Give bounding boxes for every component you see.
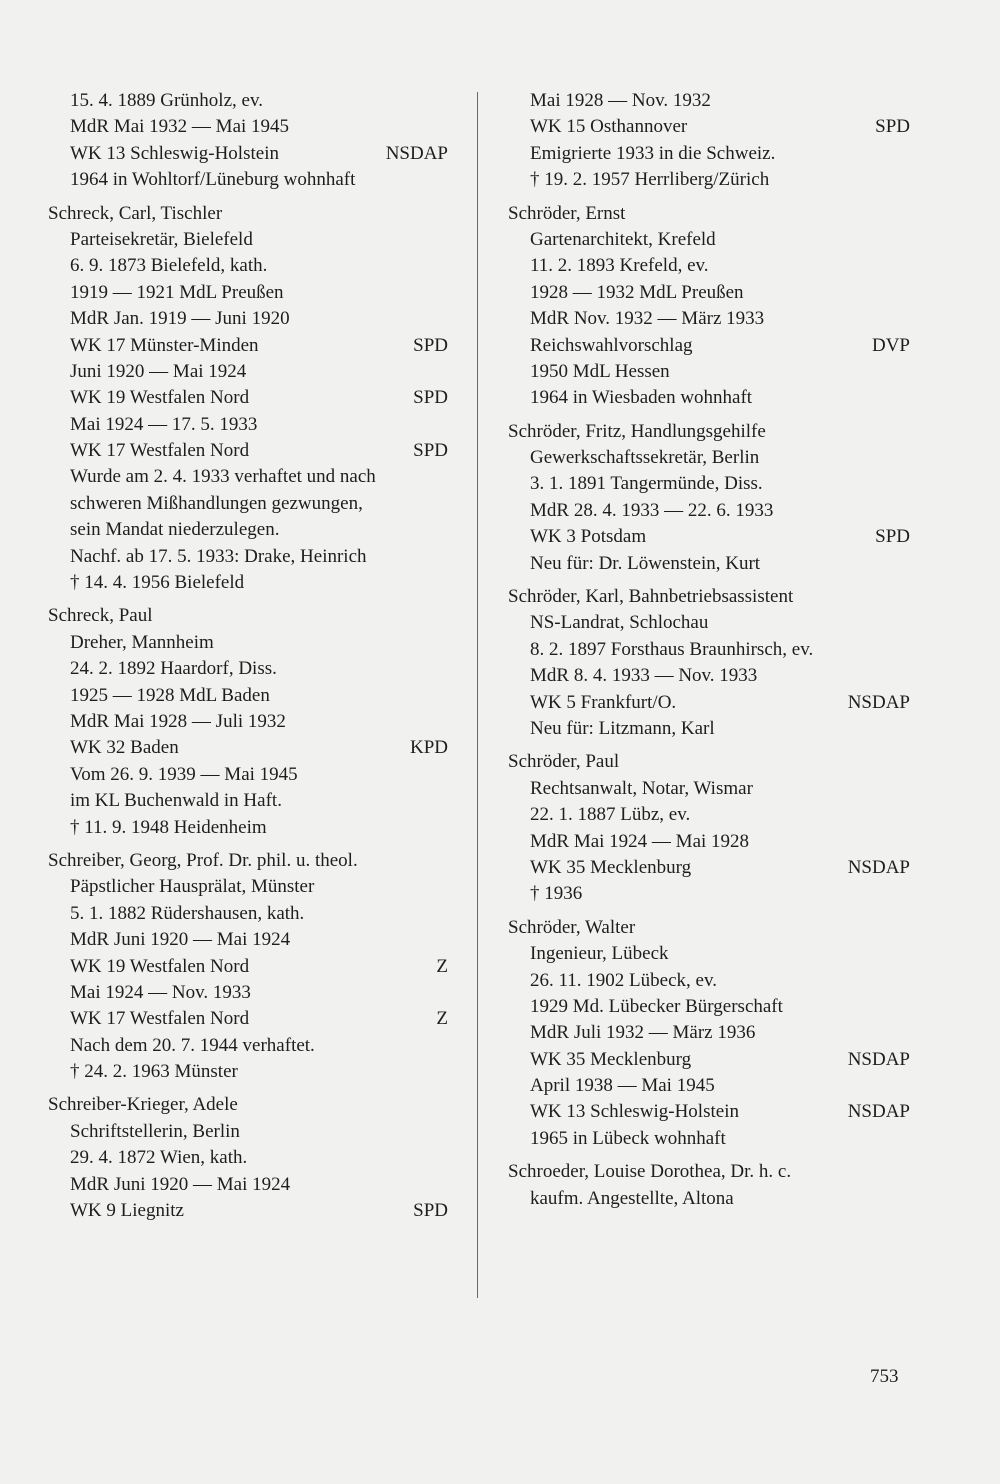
line-text: 15. 4. 1889 Grünholz, ev.	[70, 90, 263, 111]
entry-detail-line	[508, 227, 910, 253]
line-text: Nach dem 20. 7. 1944 verhaftet.	[70, 1034, 315, 1056]
line-text: Rechtsanwalt, Notar, Wismar	[530, 777, 753, 799]
line-text: WK 13 Schleswig-Holstein	[70, 142, 279, 164]
entry-name-line	[508, 1159, 910, 1185]
line-text: 22. 1. 1887 Lübz, ev.	[530, 804, 691, 826]
line-text: 8. 2. 1897 Forsthaus Braunhirsch, ev.	[530, 638, 814, 660]
line-text: 1964 in Wiesbaden wohnhaft	[530, 387, 753, 409]
line-text: Schröder, Fritz, Handlungsgehilfe	[508, 420, 766, 442]
line-text: WK 35 Mecklenburg	[530, 856, 692, 878]
party-label: SPD	[413, 440, 448, 462]
entry-detail-line	[48, 1006, 448, 1032]
party-label: NSDAP	[847, 691, 910, 713]
line-text: Päpstlicher Hausprälat, Münster	[70, 876, 315, 898]
line-text: Gewerkschaftssekretär, Berlin	[530, 447, 760, 469]
entry-detail-line	[48, 1033, 448, 1059]
line-text: WK 19 Westfalen Nord	[70, 955, 250, 977]
entry-detail-line	[508, 445, 910, 471]
line-text: Mai 1928 — Nov. 1932	[530, 90, 711, 111]
line-text: Schreiber, Georg, Prof. Dr. phil. u. theol.	[48, 849, 358, 871]
line-text: Dreher, Mannheim	[70, 631, 214, 653]
entry-detail-line	[48, 570, 448, 596]
entry-detail-line	[48, 1119, 448, 1145]
line-text: MdR Mai 1924 — Mai 1928	[530, 830, 750, 852]
party-label: NSDAP	[847, 1048, 910, 1070]
line-text: MdR 8. 4. 1933 — Nov. 1933	[530, 665, 758, 687]
line-text: WK 13 Schleswig-Holstein	[530, 1101, 739, 1123]
line-text: Ingenieur, Lübeck	[530, 943, 669, 965]
line-text: Vom 26. 9. 1939 — Mai 1945	[70, 763, 298, 785]
line-text: † 24. 2. 1963 Münster	[70, 1061, 238, 1083]
entry-detail-line	[48, 630, 448, 656]
line-text: WK 35 Mecklenburg	[530, 1048, 692, 1070]
line-text: † 11. 9. 1948 Heidenheim	[70, 816, 267, 838]
line-text: WK 3 Potsdam	[530, 526, 647, 548]
biography-entry	[508, 88, 910, 194]
entry-name-line	[508, 584, 910, 610]
entry-detail-line	[508, 306, 910, 332]
line-text: NS-Landrat, Schlochau	[530, 612, 709, 634]
line-text: Mai 1924 — Nov. 1933	[70, 981, 251, 1003]
party-label: SPD	[875, 526, 910, 548]
line-text: Schröder, Paul	[508, 751, 620, 773]
entry-detail-line	[508, 637, 910, 663]
entry-detail-line	[48, 253, 448, 279]
entry-detail-line	[48, 88, 448, 114]
entry-detail-line	[508, 829, 910, 855]
entry-detail-line	[48, 735, 448, 761]
entry-name-line	[48, 201, 448, 227]
party-label: SPD	[875, 116, 910, 138]
entry-detail-line	[48, 306, 448, 332]
line-text: Schreiber-Krieger, Adele	[48, 1094, 238, 1116]
biography-entry	[48, 848, 448, 1086]
entry-detail-line	[508, 610, 910, 636]
line-text: WK 19 Westfalen Nord	[70, 387, 250, 409]
entry-name-line	[508, 749, 910, 775]
entry-detail-line	[508, 855, 910, 881]
line-text: Neu für: Litzmann, Karl	[530, 717, 715, 739]
line-text: Schröder, Walter	[508, 916, 636, 938]
line-text: 6. 9. 1873 Bielefeld, kath.	[70, 255, 268, 277]
entry-detail-line	[48, 517, 448, 543]
entry-name-line	[48, 848, 448, 874]
biography-entry	[508, 584, 910, 742]
entry-detail-line	[48, 464, 448, 490]
biography-entry	[48, 603, 448, 841]
entry-detail-line	[48, 874, 448, 900]
entry-detail-line	[48, 544, 448, 570]
entry-detail-line	[48, 491, 448, 517]
biography-entry	[508, 201, 910, 412]
line-text: MdR Jan. 1919 — Juni 1920	[70, 308, 290, 330]
entry-detail-line	[48, 901, 448, 927]
line-text: MdR Juni 1920 — Mai 1924	[70, 929, 291, 951]
entry-detail-line	[48, 412, 448, 438]
entry-detail-line	[508, 167, 910, 193]
line-text: April 1938 — Mai 1945	[530, 1075, 715, 1097]
entry-detail-line	[48, 438, 448, 464]
entry-name-line	[508, 915, 910, 941]
entry-detail-line	[508, 716, 910, 742]
entry-detail-line	[508, 802, 910, 828]
entry-detail-line	[48, 762, 448, 788]
entry-detail-line	[48, 656, 448, 682]
entry-detail-line	[508, 114, 910, 140]
line-text: Reichswahlvorschlag	[530, 334, 693, 356]
entry-detail-line	[508, 498, 910, 524]
entry-detail-line	[508, 690, 910, 716]
line-text: 1950 MdL Hessen	[530, 360, 670, 382]
line-text: Wurde am 2. 4. 1933 verhaftet und nach	[70, 466, 376, 488]
line-text: kaufm. Angestellte, Altona	[530, 1187, 734, 1209]
line-text: 1964 in Wohltorf/Lüneburg wohnhaft	[70, 169, 356, 191]
line-text: Gartenarchitekt, Krefeld	[530, 228, 716, 250]
line-text: 24. 2. 1892 Haardorf, Diss.	[70, 658, 277, 680]
line-text: Schröder, Ernst	[508, 202, 626, 224]
entry-detail-line	[48, 927, 448, 953]
line-text: 29. 4. 1872 Wien, kath.	[70, 1147, 248, 1169]
entry-name-line	[48, 603, 448, 629]
entry-detail-line	[48, 1198, 448, 1224]
line-text: 1919 — 1921 MdL Preußen	[70, 281, 284, 303]
party-label: SPD	[413, 387, 448, 409]
entry-detail-line	[508, 359, 910, 385]
line-text: Schroeder, Louise Dorothea, Dr. h. c.	[508, 1161, 792, 1183]
entry-detail-line	[48, 1172, 448, 1198]
party-label: SPD	[413, 334, 448, 356]
entry-detail-line	[48, 980, 448, 1006]
party-label: KPD	[409, 737, 448, 759]
line-text: † 19. 2. 1957 Herrliberg/Zürich	[530, 169, 770, 191]
line-text: WK 15 Osthannover	[530, 116, 688, 138]
line-text: sein Mandat niederzulegen.	[70, 519, 280, 541]
right-column	[508, 88, 910, 1219]
entry-detail-line	[508, 280, 910, 306]
party-label: NSDAP	[847, 856, 910, 878]
line-text: Schröder, Karl, Bahnbetriebsassistent	[508, 586, 794, 608]
entry-detail-line	[508, 471, 910, 497]
entry-detail-line	[48, 788, 448, 814]
entry-detail-line	[508, 941, 910, 967]
entry-detail-line	[508, 1126, 910, 1152]
party-label: NSDAP	[385, 142, 448, 164]
entry-detail-line	[48, 1145, 448, 1171]
entry-detail-line	[48, 227, 448, 253]
entry-name-line	[508, 419, 910, 445]
entry-detail-line	[508, 1073, 910, 1099]
entry-detail-line	[48, 333, 448, 359]
line-text: 1928 — 1932 MdL Preußen	[530, 281, 744, 303]
line-text: WK 9 Liegnitz	[70, 1200, 184, 1222]
line-text: 1929 Md. Lübecker Bürgerschaft	[530, 995, 783, 1017]
entry-name-line	[508, 201, 910, 227]
line-text: WK 32 Baden	[70, 737, 179, 759]
line-text: MdR 28. 4. 1933 — 22. 6. 1933	[530, 499, 774, 521]
entry-detail-line	[508, 1099, 910, 1125]
line-text: † 14. 4. 1956 Bielefeld	[70, 572, 245, 594]
line-text: Mai 1924 — 17. 5. 1933	[70, 413, 258, 435]
line-text: Parteisekretär, Bielefeld	[70, 228, 253, 250]
entry-detail-line	[508, 663, 910, 689]
line-text: im KL Buchenwald in Haft.	[70, 790, 282, 812]
line-text: MdR Mai 1928 — Juli 1932	[70, 710, 286, 732]
entry-detail-line	[48, 167, 448, 193]
entry-detail-line	[508, 141, 910, 167]
line-text: 1925 — 1928 MdL Baden	[70, 684, 270, 706]
entry-detail-line	[48, 954, 448, 980]
line-text: Schreck, Carl, Tischler	[48, 202, 223, 224]
line-text: WK 17 Westfalen Nord	[70, 440, 250, 462]
entry-detail-line	[48, 815, 448, 841]
line-text: 1965 in Lübeck wohnhaft	[530, 1127, 726, 1149]
line-text: Schreck, Paul	[48, 605, 153, 627]
page-number: 753	[870, 1366, 899, 1387]
entry-name-line	[48, 1092, 448, 1118]
entry-detail-line	[508, 881, 910, 907]
entry-detail-line	[508, 333, 910, 359]
biography-entry	[48, 1092, 448, 1224]
entry-detail-line	[48, 280, 448, 306]
entry-detail-line	[508, 1047, 910, 1073]
line-text: Juni 1920 — Mai 1924	[70, 360, 247, 382]
party-label: DVP	[871, 334, 910, 356]
entry-detail-line	[508, 776, 910, 802]
line-text: 3. 1. 1891 Tangermünde, Diss.	[530, 473, 763, 495]
entry-detail-line	[508, 968, 910, 994]
biography-entry	[508, 1159, 910, 1212]
entry-detail-line	[48, 683, 448, 709]
biography-entry	[48, 201, 448, 597]
line-text: Schriftstellerin, Berlin	[70, 1120, 240, 1142]
party-label: NSDAP	[847, 1101, 910, 1123]
entry-detail-line	[508, 551, 910, 577]
entry-detail-line	[508, 88, 910, 114]
biography-entry	[508, 915, 910, 1153]
party-label: Z	[436, 955, 448, 977]
line-text: Emigrierte 1933 in die Schweiz.	[530, 142, 776, 164]
line-text: 11. 2. 1893 Krefeld, ev.	[530, 255, 709, 277]
line-text: WK 17 Münster-Minden	[70, 334, 259, 356]
entry-detail-line	[48, 385, 448, 411]
party-label: SPD	[413, 1200, 448, 1222]
entry-detail-line	[48, 709, 448, 735]
column-divider	[477, 92, 478, 1298]
entry-detail-line	[48, 359, 448, 385]
line-text: Nachf. ab 17. 5. 1933: Drake, Heinrich	[70, 545, 367, 567]
line-text: MdR Juli 1932 — März 1936	[530, 1022, 756, 1044]
line-text: MdR Mai 1932 — Mai 1945	[70, 116, 290, 138]
line-text: MdR Juni 1920 — Mai 1924	[70, 1173, 291, 1195]
entry-detail-line	[508, 1020, 910, 1046]
biography-entry	[48, 88, 448, 194]
entry-detail-line	[508, 524, 910, 550]
entry-detail-line	[508, 253, 910, 279]
line-text: WK 17 Westfalen Nord	[70, 1008, 250, 1030]
biography-entry	[508, 749, 910, 907]
entry-detail-line	[48, 114, 448, 140]
left-column	[48, 88, 448, 1231]
entry-detail-line	[508, 1186, 910, 1212]
entry-detail-line	[48, 141, 448, 167]
line-text: MdR Nov. 1932 — März 1933	[530, 308, 765, 330]
line-text: 26. 11. 1902 Lübeck, ev.	[530, 969, 717, 991]
line-text: Neu für: Dr. Löwenstein, Kurt	[530, 552, 761, 574]
entry-detail-line	[48, 1059, 448, 1085]
entry-detail-line	[508, 994, 910, 1020]
line-text: 5. 1. 1882 Rüdershausen, kath.	[70, 902, 305, 924]
biography-entry	[508, 419, 910, 577]
line-text: † 1936	[530, 883, 583, 905]
line-text: schweren Mißhandlungen gezwungen,	[70, 492, 363, 514]
party-label: Z	[436, 1008, 448, 1030]
entry-detail-line	[508, 385, 910, 411]
line-text: WK 5 Frankfurt/O.	[530, 691, 677, 713]
